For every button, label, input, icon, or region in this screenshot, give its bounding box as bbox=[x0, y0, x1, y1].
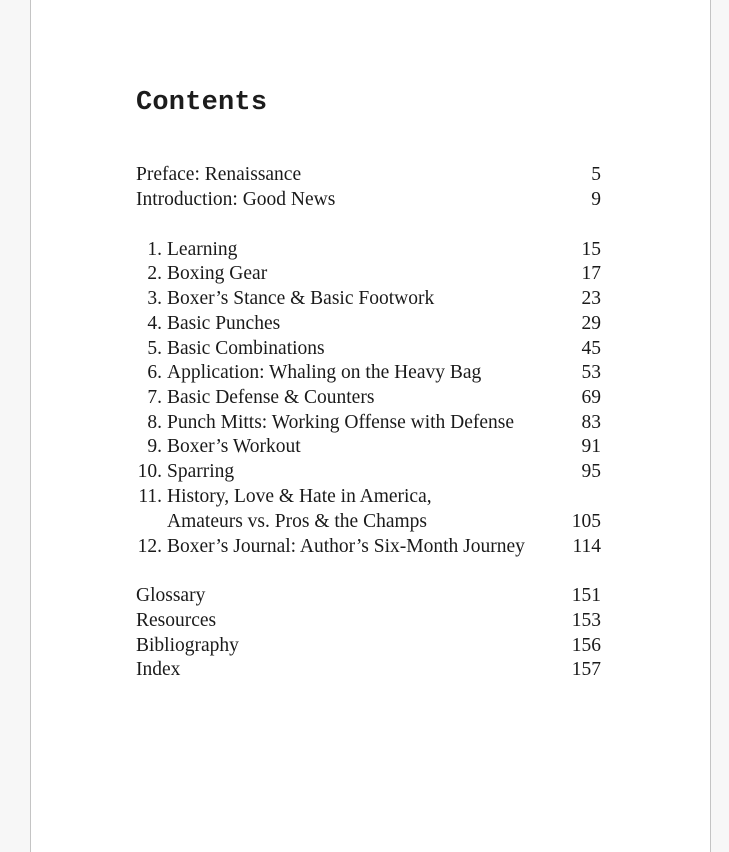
toc-page-number: 53 bbox=[581, 362, 601, 383]
chapter-number: 11. bbox=[138, 486, 162, 507]
toc-page-number: 45 bbox=[581, 338, 601, 359]
chapter-title: History, Love & Hate in America, bbox=[167, 486, 432, 507]
toc-page-number: 29 bbox=[581, 313, 601, 334]
toc-chapter-12[interactable] bbox=[136, 535, 601, 559]
toc-chapter-10[interactable] bbox=[136, 460, 601, 484]
chapter-number: 5. bbox=[147, 338, 162, 359]
chapter-number: 8. bbox=[147, 412, 162, 433]
toc-chapter-8[interactable] bbox=[136, 411, 601, 435]
chapter-title: Basic Defense & Counters bbox=[167, 387, 375, 408]
chapter-number: 7. bbox=[147, 387, 162, 408]
chapter-title: Sparring bbox=[167, 461, 235, 482]
toc-entry-glossary[interactable] bbox=[136, 584, 601, 608]
chapter-title: Application: Whaling on the Heavy Bag bbox=[167, 362, 482, 383]
document-page bbox=[30, 0, 711, 852]
toc-page-number: 17 bbox=[581, 263, 601, 284]
toc-entry-label: Glossary bbox=[136, 585, 206, 606]
toc-chapter-5[interactable] bbox=[136, 337, 601, 361]
chapter-number: 2. bbox=[147, 263, 162, 284]
chapter-number: 4. bbox=[147, 313, 162, 334]
toc-page-number: 95 bbox=[581, 461, 601, 482]
toc-entry-preface[interactable] bbox=[136, 163, 601, 187]
toc-page-number: 153 bbox=[571, 610, 601, 631]
toc-page-number: 105 bbox=[571, 511, 601, 532]
toc-page-number: 5 bbox=[591, 164, 601, 185]
chapter-title: Basic Combinations bbox=[167, 338, 325, 359]
chapter-title: Boxing Gear bbox=[167, 263, 268, 284]
toc-entry-bibliography[interactable] bbox=[136, 634, 601, 658]
chapter-title: Boxer’s Workout bbox=[167, 436, 301, 457]
toc-page-number: 15 bbox=[581, 239, 601, 260]
toc-chapter-4[interactable] bbox=[136, 312, 601, 336]
toc-page-number: 69 bbox=[581, 387, 601, 408]
chapter-title: Punch Mitts: Working Offense with Defense bbox=[167, 412, 515, 433]
chapter-number: 3. bbox=[147, 288, 162, 309]
toc-entry-index[interactable] bbox=[136, 658, 601, 682]
toc-page-number: 91 bbox=[581, 436, 601, 457]
chapter-number: 12. bbox=[137, 536, 162, 557]
toc-entry-label: Bibliography bbox=[136, 635, 239, 656]
toc-chapter-7[interactable] bbox=[136, 386, 601, 410]
toc-page-number: 23 bbox=[581, 288, 601, 309]
toc-chapter-9[interactable] bbox=[136, 435, 601, 459]
toc-entry-resources[interactable] bbox=[136, 609, 601, 633]
toc-page-number: 151 bbox=[571, 585, 601, 606]
page-title: Contents bbox=[136, 88, 268, 118]
toc-chapter-3[interactable] bbox=[136, 287, 601, 311]
toc-entry-label: Resources bbox=[136, 610, 217, 631]
chapter-title: Boxer’s Journal: Author’s Six-Month Journey bbox=[167, 536, 525, 557]
chapter-number: 6. bbox=[147, 362, 162, 383]
chapter-title: Boxer’s Stance & Basic Footwork bbox=[167, 288, 435, 309]
chapter-title: Learning bbox=[167, 239, 238, 260]
toc-chapter-1[interactable] bbox=[136, 238, 601, 262]
toc-page-number: 156 bbox=[571, 635, 601, 656]
toc-entry-label: Index bbox=[136, 659, 181, 680]
toc-page-number: 9 bbox=[591, 189, 601, 210]
toc-page-number: 114 bbox=[572, 536, 601, 557]
toc-chapter-2[interactable] bbox=[136, 262, 601, 286]
toc-entry-introduction[interactable] bbox=[136, 188, 601, 212]
toc-chapter-6[interactable] bbox=[136, 361, 601, 385]
toc-chapter-11-continued[interactable] bbox=[136, 510, 601, 534]
toc-page-number: 83 bbox=[581, 412, 601, 433]
chapter-title-continued: Amateurs vs. Pros & the Champs bbox=[167, 511, 427, 532]
chapter-number: 10. bbox=[137, 461, 162, 482]
toc-chapter-11[interactable] bbox=[136, 485, 601, 509]
toc-entry-label: Preface: Renaissance bbox=[136, 164, 302, 185]
toc-page-number: 157 bbox=[571, 659, 601, 680]
chapter-title: Basic Punches bbox=[167, 313, 281, 334]
chapter-number: 1. bbox=[147, 239, 162, 260]
toc-entry-label: Introduction: Good News bbox=[136, 189, 336, 210]
chapter-number: 9. bbox=[147, 436, 162, 457]
